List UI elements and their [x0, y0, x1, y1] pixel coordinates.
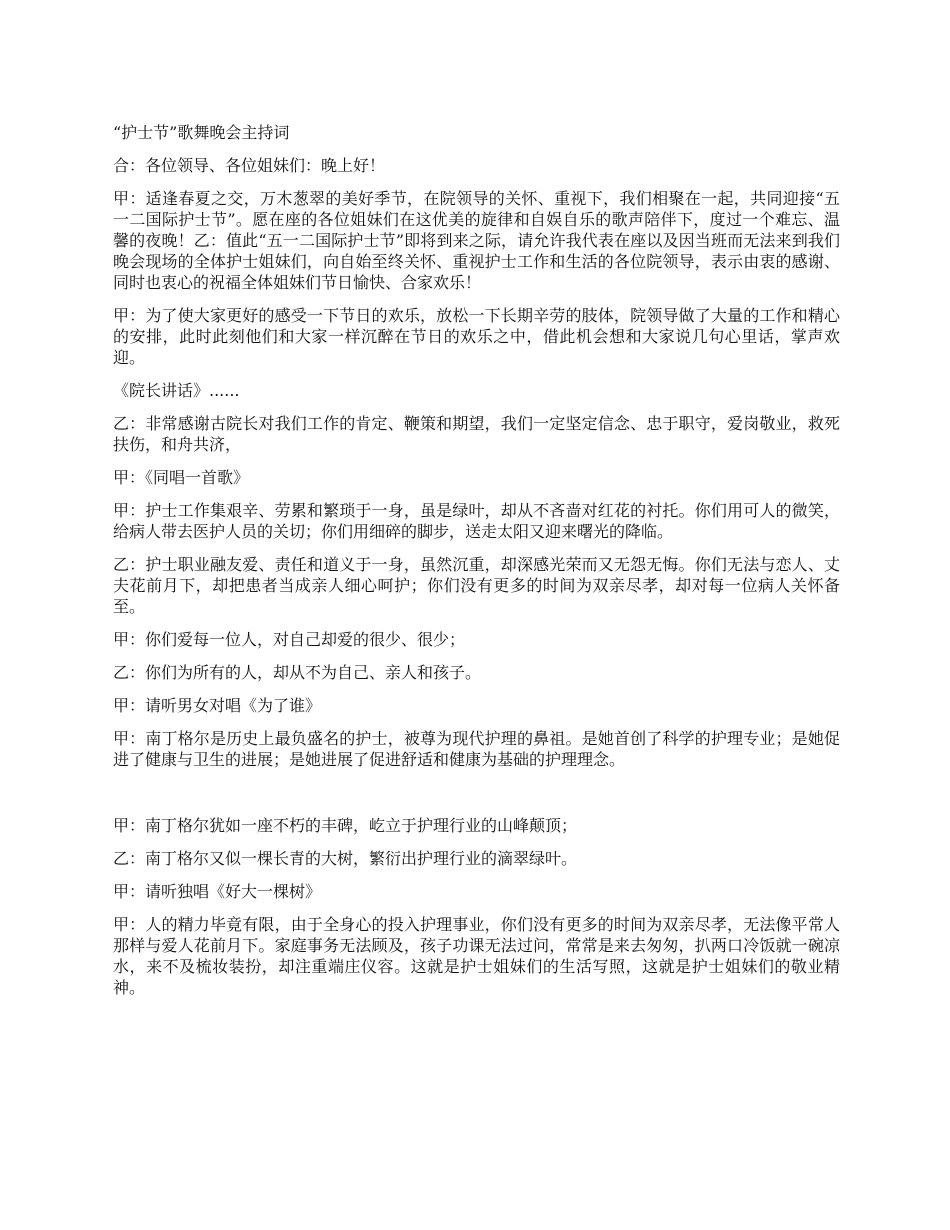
paragraph-dean-speech: 《院长讲话》......	[113, 381, 240, 400]
section-gap	[113, 782, 840, 815]
document-page	[113, 122, 840, 1010]
paragraph-tree: 乙：南丁格尔又似一棵长青的大树，繁衍出护理行业的滴翠绿叶。	[113, 849, 578, 868]
paragraph-leader-intro: 甲：为了使大家更好的感受一下节日的欢乐，放松一下长期辛劳的肢体，院领导做了大量的工作和精心的安排，此时此刻他们和大家一样沉醉在节日的欢乐之中，借此机会想和大家说几句心里话，掌声欢迎。	[113, 306, 840, 367]
paragraph-nightingale: 甲：南丁格尔是历史上最负盛名的护士，被尊为现代护理的鼻祖。是她首创了科学的护理专业；是她促进了健康与卫生的进展；是她进展了促进舒适和健康为基础的护理理念。	[113, 729, 840, 769]
paragraph-nurse-work: 甲：护士工作集艰辛、劳累和繁琐于一身，虽是绿叶，却从不吝啬对红花的衬托。你们用可人的微笑，给病人带去医护人员的关切；你们用细碎的脚步，送走太阳又迎来曙光的降临。	[113, 501, 840, 541]
paragraph-greeting: 合：各位领导、各位姐妹们：晚上好！	[113, 156, 386, 175]
paragraph-nurse-career: 乙：护士职业融友爱、责任和道义于一身，虽然沉重，却深感光荣而又无怨无悔。你们无法与恋人、丈夫花前月下，却把患者当成亲人细心呵护；你们没有更多的时间为双亲尽孝，却对每一位病人关怀备至。	[113, 555, 840, 616]
paragraph-song-2: 甲：请听男女对唱《为了谁》	[113, 696, 322, 715]
paragraph-for-everyone: 乙：你们为所有的人，却从不为自己、亲人和孩子。	[113, 663, 482, 682]
paragraph-opening: 甲：适逢春夏之交，万木葱翠的美好季节，在院领导的关怀、重视下，我们相聚在一起，共同迎接“五一二国际护士节”。愿在座的各位姐妹们在这优美的旋律和自娱自乐的歌声陪伴下，度过一个难忘、温馨的夜晚！乙：值此“五一二国际护士节”即将到来之际，请允许我代表在座以及因当班而无法来到我们晚会现场的全体护士姐妹们，向自始至终关怀、重视护士工作和生活的各位院领导，表示由衷的感谢、同时也衷心的祝福全体姐妹们节日愉快、合家欢乐！	[113, 189, 840, 292]
paragraph-monument: 甲：南丁格尔犹如一座不朽的丰碑，屹立于护理行业的山峰颠顶；	[113, 816, 578, 835]
paragraph-song-3: 甲：请听独唱《好大一棵树》	[113, 882, 322, 901]
paragraph-song-1: 甲：《同唱一首歌》	[113, 468, 250, 487]
document-title: “护士节”歌舞晚会主持词	[113, 123, 290, 142]
paragraph-love-everyone: 甲：你们爱每一位人，对自己却爱的很少、很少；	[113, 630, 466, 649]
paragraph-thanks: 乙：非常感谢古院长对我们工作的肯定、鞭策和期望，我们一定坚定信念、忠于职守，爱岗敬业，救死扶伤，和舟共济，	[113, 414, 840, 454]
paragraph-dedication: 甲：人的精力毕竟有限，由于全身心的投入护理事业，你们没有更多的时间为双亲尽孝，无法像平常人那样与爱人花前月下。家庭事务无法顾及，孩子功课无法过问，常常是来去匆匆，扒两口冷饭就一碗凉水，来不及梳妆装扮，却注重端庄仪容。这就是护士姐妹们的生活写照，这就是护士姐妹们的敬业精神。	[113, 915, 840, 997]
